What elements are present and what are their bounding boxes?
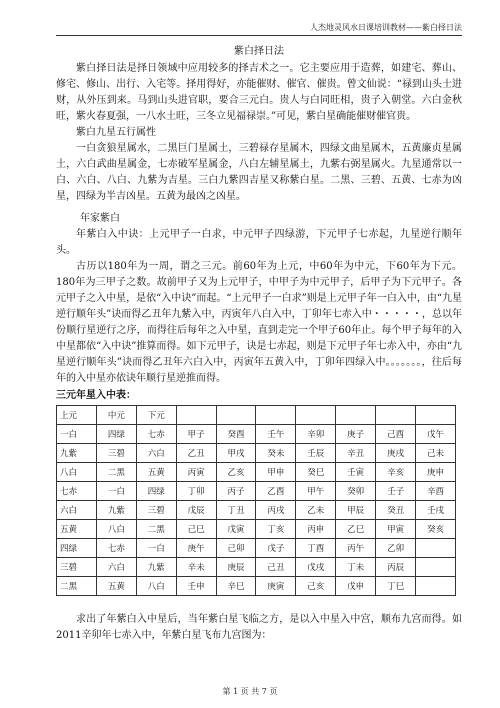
table-cell: 乙卯 bbox=[376, 539, 416, 558]
table-cell: 乙酉 bbox=[256, 482, 296, 501]
table-cell: 戊子 bbox=[256, 539, 296, 558]
table-cell: 己酉 bbox=[376, 425, 416, 444]
table-cell: 辛卯 bbox=[296, 425, 336, 444]
table-cell: 壬申 bbox=[176, 577, 216, 596]
table-cell: 己卯 bbox=[216, 539, 256, 558]
table-cell: 癸酉 bbox=[216, 425, 256, 444]
table-cell: 七赤 bbox=[57, 482, 97, 501]
table-cell: 戊戌 bbox=[296, 558, 336, 577]
table-cell: 丁巳 bbox=[376, 577, 416, 596]
table-cell: 九紫 bbox=[57, 444, 97, 463]
table-header-cell bbox=[256, 406, 296, 425]
table-cell: 丁酉 bbox=[296, 539, 336, 558]
table-cell bbox=[416, 577, 456, 596]
table-cell: 丙子 bbox=[216, 482, 256, 501]
table-row bbox=[57, 539, 456, 558]
table-cell: 二黑 bbox=[136, 520, 176, 539]
table-cell: 丁未 bbox=[336, 558, 376, 577]
table-cell: 丙寅 bbox=[176, 463, 216, 482]
attributes-paragraph: 一白贪狼星属水，二黑巨门星属土，三碧禄存星属木，四绿文曲星属木，五黄廉贞星属土，六白武曲星属金，七赤破军星属金，八白左辅星属土，九紫右弼星属火。九星通常以一白、六白、八白、九紫为吉星。三白九紫四吉星又称紫白星。二黑、三碧、五黄、七赤为凶星，四绿为半吉凶星。五黄为最凶之凶星。 bbox=[56, 143, 462, 202]
table-cell: 五黄 bbox=[57, 520, 97, 539]
table-cell: 丁丑 bbox=[216, 501, 256, 520]
table-cell: 六白 bbox=[136, 444, 176, 463]
table-cell: 三碧 bbox=[96, 444, 136, 463]
table-cell: 丁亥 bbox=[256, 520, 296, 539]
table-header-cell bbox=[216, 406, 256, 425]
intro-paragraph: 紫白择日法是择日领域中应用较多的择吉术之一。它主要应用于造葬，如建宅、葬山、修宅、修山、出行、入宅等。择用得好，亦能催财、催官、催贵。曾文仙说：“禄到山头士进财，从外压到来。马到山头进官职，要合三元白。贵人与白同旺相，贵子入朝堂。六白金秋旺，紫火春夏强，一八水土旺，三冬立见福禄崇。”可见，紫白星确能催财催官贵。 bbox=[56, 63, 462, 122]
table-cell: 庚申 bbox=[416, 463, 456, 482]
closing-paragraph: 求出了年紫白入中星后，当年紫白星飞临之方，是以入中星入中宫，顺布九宫而得。如2011辛卯年七赤入中，年紫白星飞布九宫图为： bbox=[56, 614, 462, 641]
table-cell: 壬子 bbox=[376, 482, 416, 501]
document-title: 紫白择日法 bbox=[234, 46, 284, 57]
table-cell: 八白 bbox=[96, 520, 136, 539]
table-cell: 八白 bbox=[136, 577, 176, 596]
header-rule bbox=[56, 35, 462, 36]
table-row bbox=[57, 558, 456, 577]
table-cell: 四绿 bbox=[136, 482, 176, 501]
table-cell: 七赤 bbox=[136, 425, 176, 444]
table-cell: 四绿 bbox=[96, 425, 136, 444]
table-cell bbox=[416, 558, 456, 577]
table-cell: 己丑 bbox=[256, 558, 296, 577]
page-header: 人杰地灵风水日课培训教材——紫白择日法 bbox=[310, 23, 462, 32]
table-cell: 三碧 bbox=[57, 558, 97, 577]
table-cell: 九紫 bbox=[96, 501, 136, 520]
table-cell: 乙亥 bbox=[216, 463, 256, 482]
table-cell: 己巳 bbox=[176, 520, 216, 539]
table-cell: 六白 bbox=[96, 558, 136, 577]
table-cell: 庚午 bbox=[176, 539, 216, 558]
table-header-cell: 上元 bbox=[57, 406, 97, 425]
table-row bbox=[57, 425, 456, 444]
table-cell: 壬寅 bbox=[336, 463, 376, 482]
table-header-row bbox=[57, 406, 456, 425]
table-row bbox=[57, 501, 456, 520]
table-cell: 一白 bbox=[57, 425, 97, 444]
table-header-cell: 中元 bbox=[96, 406, 136, 425]
table-cell: 甲戌 bbox=[216, 444, 256, 463]
table-cell: 甲寅 bbox=[376, 520, 416, 539]
table-cell: 戊申 bbox=[336, 577, 376, 596]
table-cell: 庚寅 bbox=[256, 577, 296, 596]
table-cell bbox=[416, 539, 456, 558]
table-cell: 乙丑 bbox=[176, 444, 216, 463]
table-cell: 癸未 bbox=[256, 444, 296, 463]
table-row bbox=[57, 520, 456, 539]
table-cell: 辛未 bbox=[176, 558, 216, 577]
table-cell: 丙戌 bbox=[256, 501, 296, 520]
table-cell: 己未 bbox=[416, 444, 456, 463]
explanation-paragraph: 古历以180年为一周，谓之三元。前60年为上元，中60年为中元，下60年为下元。180年为三甲子之数。故前甲子又为上元甲子，中甲子为中元甲子，后甲子为下元甲子。各元甲子之入中星，是依“入中诀”而起。“上元甲子一白求”则是上元甲子年一白入中，由“九星逆行顺年头”诀而得乙丑年九紫入中，丙寅年八白入中，丁卯年七赤入中・・・・・，总以年份顺行星逆行之序，而得往后每年之入中星，直到走完一个甲子60年止。每个甲子每年的入中星都依“入中诀”推算而得。如下元甲子，诀是七赤起，则是下元甲子年七赤入中，亦由“九星逆行顺年头”诀而得乙丑年六白入中，丙寅年五黄入中，丁卯年四绿入中。。。。。。。，往后每年的入中星亦依诀年顺行星逆推而得。 bbox=[56, 261, 462, 384]
entry-star-table bbox=[56, 405, 456, 596]
table-row bbox=[57, 482, 456, 501]
section-heading-annual: 年家紫白 bbox=[80, 213, 120, 224]
table-cell: 八白 bbox=[57, 463, 97, 482]
table-cell: 庚辰 bbox=[216, 558, 256, 577]
table-row bbox=[57, 444, 456, 463]
table-cell: 癸卯 bbox=[336, 482, 376, 501]
table-cell: 丁卯 bbox=[176, 482, 216, 501]
table-cell: 戊辰 bbox=[176, 501, 216, 520]
table-cell: 辛酉 bbox=[416, 482, 456, 501]
table-title: 三元年星入中表： bbox=[56, 390, 136, 401]
table-cell: 三碧 bbox=[136, 501, 176, 520]
table-cell: 乙未 bbox=[296, 501, 336, 520]
table-cell: 辛丑 bbox=[336, 444, 376, 463]
table-cell: 甲辰 bbox=[336, 501, 376, 520]
table-header-cell bbox=[376, 406, 416, 425]
table-cell: 庚戌 bbox=[376, 444, 416, 463]
table-header-cell bbox=[176, 406, 216, 425]
table-cell: 甲申 bbox=[256, 463, 296, 482]
section-heading-attributes: 紫白九星五行属性 bbox=[76, 127, 156, 138]
table-cell: 癸丑 bbox=[376, 501, 416, 520]
table-cell: 五黄 bbox=[96, 577, 136, 596]
table-cell: 六白 bbox=[57, 501, 97, 520]
page-footer: 第 1 页 共 7 页 bbox=[222, 687, 278, 696]
table-cell: 癸巳 bbox=[296, 463, 336, 482]
table-cell: 己亥 bbox=[296, 577, 336, 596]
table-cell: 一白 bbox=[96, 482, 136, 501]
table-cell: 癸亥 bbox=[416, 520, 456, 539]
table-header-cell bbox=[296, 406, 336, 425]
table-cell: 五黄 bbox=[136, 463, 176, 482]
table-cell: 丙午 bbox=[336, 539, 376, 558]
table-cell: 二黑 bbox=[96, 463, 136, 482]
table-cell: 辛巳 bbox=[216, 577, 256, 596]
table-row bbox=[57, 577, 456, 596]
table-header-cell bbox=[336, 406, 376, 425]
table-header-cell bbox=[416, 406, 456, 425]
table-row bbox=[57, 463, 456, 482]
table-cell: 丙辰 bbox=[376, 558, 416, 577]
table-cell: 九紫 bbox=[136, 558, 176, 577]
table-cell: 庚子 bbox=[336, 425, 376, 444]
table-cell: 二黑 bbox=[57, 577, 97, 596]
table-cell: 四绿 bbox=[57, 539, 97, 558]
table-cell: 辛亥 bbox=[376, 463, 416, 482]
table-cell: 壬午 bbox=[256, 425, 296, 444]
table-cell: 甲午 bbox=[296, 482, 336, 501]
table-cell: 一白 bbox=[136, 539, 176, 558]
table-cell: 戊午 bbox=[416, 425, 456, 444]
table-cell: 七赤 bbox=[96, 539, 136, 558]
table-cell: 乙巳 bbox=[336, 520, 376, 539]
document-body bbox=[56, 44, 462, 644]
rhyme-paragraph: 年紫白入中诀：上元甲子一白求，中元甲子四绿游，下元甲子七赤起，九星逆行顺年头。 bbox=[56, 229, 462, 256]
table-cell: 甲子 bbox=[176, 425, 216, 444]
table-cell: 戊寅 bbox=[216, 520, 256, 539]
table-cell: 壬辰 bbox=[296, 444, 336, 463]
table-cell: 丙申 bbox=[296, 520, 336, 539]
table-cell: 壬戌 bbox=[416, 501, 456, 520]
table-header-cell: 下元 bbox=[136, 406, 176, 425]
